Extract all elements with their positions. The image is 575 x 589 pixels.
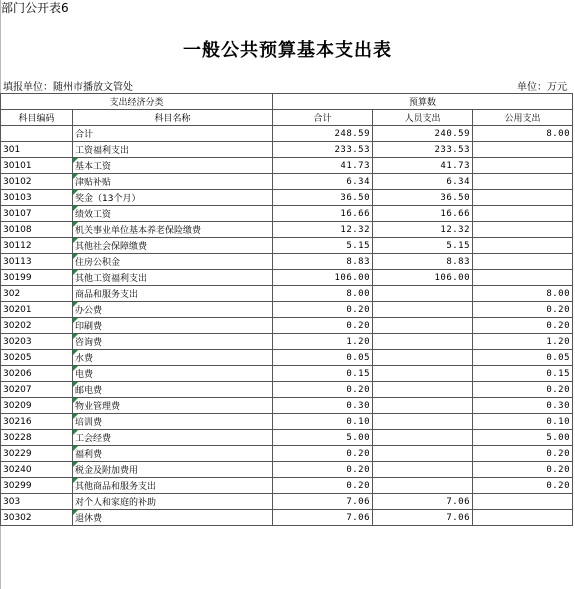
total-amount-cell: 106.00 [273,270,373,286]
subject-code-cell: 30229 [1,446,73,462]
public-amount-cell [473,270,573,286]
total-amount-cell: 0.20 [273,462,373,478]
table-row [1,334,573,350]
public-amount-cell [473,254,573,270]
header-budget-amount: 预算数 [273,94,573,110]
table-row [1,462,573,478]
personnel-amount-cell [373,350,473,366]
table-row [1,478,573,494]
cell-marker-icon [73,382,78,387]
public-amount-cell [473,142,573,158]
personnel-amount-cell: 36.50 [373,190,473,206]
table-row [1,350,573,366]
subject-code-cell: 30205 [1,350,73,366]
public-amount-cell: 5.00 [473,430,573,446]
subject-name-text: 其他商品和服务支出 [75,482,157,492]
subject-name-cell [73,510,273,526]
subject-name-text: 其他工资福利支出 [75,274,148,284]
subject-code-cell: 30206 [1,366,73,382]
public-amount-cell: 0.30 [473,398,573,414]
subject-name-cell [73,206,273,222]
public-amount-cell [473,206,573,222]
subject-name-text: 机关事业单位基本养老保险缴费 [75,226,202,236]
public-amount-cell: 0.20 [473,478,573,494]
subject-name-text: 水费 [75,354,94,364]
total-amount-cell: 0.20 [273,302,373,318]
cell-marker-icon [73,238,78,243]
subject-name-text: 商品和服务支出 [75,290,139,300]
public-amount-cell: 0.20 [473,302,573,318]
subject-name-cell [73,494,273,510]
total-amount-cell: 7.06 [273,510,373,526]
personnel-amount-cell: 7.06 [373,494,473,510]
public-amount-cell [473,190,573,206]
personnel-amount-cell [373,414,473,430]
subject-name-text: 基本工资 [75,162,112,172]
personnel-amount-cell: 12.32 [373,222,473,238]
header-column-row [1,110,573,126]
table-row [1,158,573,174]
total-amount-cell: 0.10 [273,414,373,430]
total-amount-cell: 36.50 [273,190,373,206]
subject-name-text: 合计 [75,130,94,140]
total-amount-cell: 0.20 [273,318,373,334]
subject-code-cell: 30103 [1,190,73,206]
cell-marker-icon [73,206,78,211]
personnel-amount-cell: 233.53 [373,142,473,158]
cell-marker-icon [73,398,78,403]
public-amount-cell [473,158,573,174]
table-row [1,302,573,318]
personnel-amount-cell: 240.59 [373,126,473,142]
total-amount-cell: 0.20 [273,478,373,494]
cell-marker-icon [73,270,78,275]
subject-code-cell: 302 [1,286,73,302]
subject-name-text: 培训费 [75,418,103,428]
subject-name-cell [73,430,273,446]
cell-marker-icon [73,446,78,451]
personnel-amount-cell: 16.66 [373,206,473,222]
table-row [1,206,573,222]
subject-name-cell [73,158,273,174]
subject-name-text: 退休费 [75,514,103,524]
table-row [1,430,573,446]
total-amount-cell: 0.05 [273,350,373,366]
subject-code-cell: 301 [1,142,73,158]
total-amount-cell: 0.20 [273,446,373,462]
personnel-amount-cell: 7.06 [373,510,473,526]
subject-name-text: 绩效工资 [75,210,112,220]
public-amount-cell: 0.15 [473,366,573,382]
table-row [1,222,573,238]
cell-marker-icon [73,478,78,483]
total-amount-cell: 5.15 [273,238,373,254]
public-amount-cell [473,222,573,238]
cell-marker-icon [73,302,78,307]
subject-name-cell [73,190,273,206]
public-amount-cell: 0.05 [473,350,573,366]
subject-code-cell: 30112 [1,238,73,254]
subject-name-text: 办公费 [75,306,103,316]
public-amount-cell: 0.20 [473,446,573,462]
cell-marker-icon [73,190,78,195]
public-amount-cell: 0.20 [473,318,573,334]
subject-name-cell [73,286,273,302]
subject-name-text: 工会经费 [75,434,112,444]
personnel-amount-cell [373,430,473,446]
subject-code-cell: 30216 [1,414,73,430]
public-amount-cell: 8.00 [473,126,573,142]
subject-name-text: 电费 [75,370,94,380]
document-title: 一般公共预算基本支出表 [183,40,392,61]
table-row [1,318,573,334]
subject-code-cell [1,126,73,142]
personnel-amount-cell [373,334,473,350]
subject-name-text: 对个人和家庭的补助 [75,498,157,508]
cell-marker-icon [73,366,78,371]
subject-name-text: 福利费 [75,450,103,460]
public-amount-cell: 8.00 [473,286,573,302]
table-row [1,414,573,430]
subject-name-cell [73,222,273,238]
personnel-amount-cell [373,398,473,414]
table-row [1,382,573,398]
cell-marker-icon [73,174,78,179]
currency-unit: 单位：万元 [517,82,567,93]
public-amount-cell [473,238,573,254]
table-row [1,254,573,270]
subject-name-cell [73,126,273,142]
subject-code-cell: 30207 [1,382,73,398]
subject-code-cell: 30101 [1,158,73,174]
budget-table [0,93,573,526]
subject-name-cell [73,414,273,430]
filing-unit: 填报单位：随州市播放文管处 [3,82,133,93]
subject-name-text: 邮电费 [75,386,103,396]
subject-name-cell [73,478,273,494]
personnel-amount-cell: 8.83 [373,254,473,270]
cell-marker-icon [73,318,78,323]
personnel-amount-cell: 5.15 [373,238,473,254]
subject-name-text: 税金及附加费用 [75,466,139,476]
subject-name-text: 住房公积金 [75,258,121,268]
public-amount-cell [473,510,573,526]
header-group-row [1,94,573,110]
subject-code-cell: 30202 [1,318,73,334]
total-amount-cell: 12.32 [273,222,373,238]
table-row [1,286,573,302]
subject-name-text: 其他社会保障缴费 [75,242,148,252]
table-row [1,398,573,414]
personnel-amount-cell: 106.00 [373,270,473,286]
cell-marker-icon [73,222,78,227]
page-label: 部门公开表6 [1,1,69,15]
subject-name-cell [73,238,273,254]
subject-code-cell: 30203 [1,334,73,350]
total-amount-cell: 6.34 [273,174,373,190]
subject-name-cell [73,270,273,286]
total-amount-cell: 0.30 [273,398,373,414]
cell-marker-icon [73,414,78,419]
subject-name-text: 津贴补贴 [75,178,112,188]
table-row [1,190,573,206]
subject-name-cell [73,446,273,462]
cell-marker-icon [73,334,78,339]
total-amount-cell: 0.20 [273,382,373,398]
personnel-amount-cell [373,366,473,382]
public-amount-cell: 0.10 [473,414,573,430]
table-row [1,174,573,190]
table-row [1,270,573,286]
public-amount-cell [473,174,573,190]
header-total: 合计 [273,110,373,126]
personnel-amount-cell: 6.34 [373,174,473,190]
personnel-amount-cell [373,318,473,334]
cell-marker-icon [73,254,78,259]
subject-name-text: 咨询费 [75,338,103,348]
subject-code-cell: 30299 [1,478,73,494]
subject-name-cell [73,350,273,366]
subject-code-cell: 30240 [1,462,73,478]
personnel-amount-cell: 41.73 [373,158,473,174]
table-row [1,494,573,510]
subject-name-cell [73,462,273,478]
total-amount-cell: 16.66 [273,206,373,222]
public-amount-cell: 1.20 [473,334,573,350]
subject-code-cell: 30102 [1,174,73,190]
personnel-amount-cell [373,478,473,494]
subject-name-cell [73,254,273,270]
personnel-amount-cell [373,302,473,318]
personnel-amount-cell [373,462,473,478]
cell-marker-icon [73,510,78,515]
subject-name-cell [73,318,273,334]
total-amount-cell: 233.53 [273,142,373,158]
personnel-amount-cell [373,286,473,302]
table-row [1,510,573,526]
subject-code-cell: 30201 [1,302,73,318]
public-amount-cell [473,494,573,510]
cell-marker-icon [73,430,78,435]
header-public-expense: 公用支出 [473,110,573,126]
subject-code-cell: 30199 [1,270,73,286]
subject-name-cell [73,302,273,318]
total-amount-cell: 1.20 [273,334,373,350]
table-row [1,366,573,382]
personnel-amount-cell [373,382,473,398]
cell-marker-icon [73,158,78,163]
subject-code-cell: 30302 [1,510,73,526]
header-subject-code: 科目编码 [1,110,73,126]
table-row [1,142,573,158]
subject-code-cell: 303 [1,494,73,510]
subject-name-cell [73,334,273,350]
subject-name-cell [73,142,273,158]
public-amount-cell: 0.20 [473,382,573,398]
public-amount-cell: 0.20 [473,462,573,478]
subject-name-text: 物业管理费 [75,402,121,412]
table-row [1,446,573,462]
cell-marker-icon [73,350,78,355]
header-personnel-expense: 人员支出 [373,110,473,126]
header-subject-name: 科目名称 [73,110,273,126]
subject-name-cell [73,174,273,190]
subject-name-text: 奖金（13个月） [75,194,141,204]
subject-name-text: 印刷费 [75,322,103,332]
personnel-amount-cell [373,446,473,462]
subject-name-text: 工资福利支出 [75,146,130,156]
subject-code-cell: 30107 [1,206,73,222]
subject-name-cell [73,382,273,398]
subject-code-cell: 30113 [1,254,73,270]
total-amount-cell: 8.83 [273,254,373,270]
total-amount-cell: 5.00 [273,430,373,446]
total-amount-cell: 41.73 [273,158,373,174]
total-amount-cell: 7.06 [273,494,373,510]
subject-name-cell [73,398,273,414]
total-amount-cell: 0.15 [273,366,373,382]
table-row [1,126,573,142]
total-amount-cell: 8.00 [273,286,373,302]
subject-code-cell: 30228 [1,430,73,446]
subject-name-cell [73,366,273,382]
subject-code-cell: 30108 [1,222,73,238]
cell-marker-icon [73,462,78,467]
subject-code-cell: 30209 [1,398,73,414]
table-row [1,238,573,254]
header-economic-classification: 支出经济分类 [1,94,273,110]
total-amount-cell: 248.59 [273,126,373,142]
